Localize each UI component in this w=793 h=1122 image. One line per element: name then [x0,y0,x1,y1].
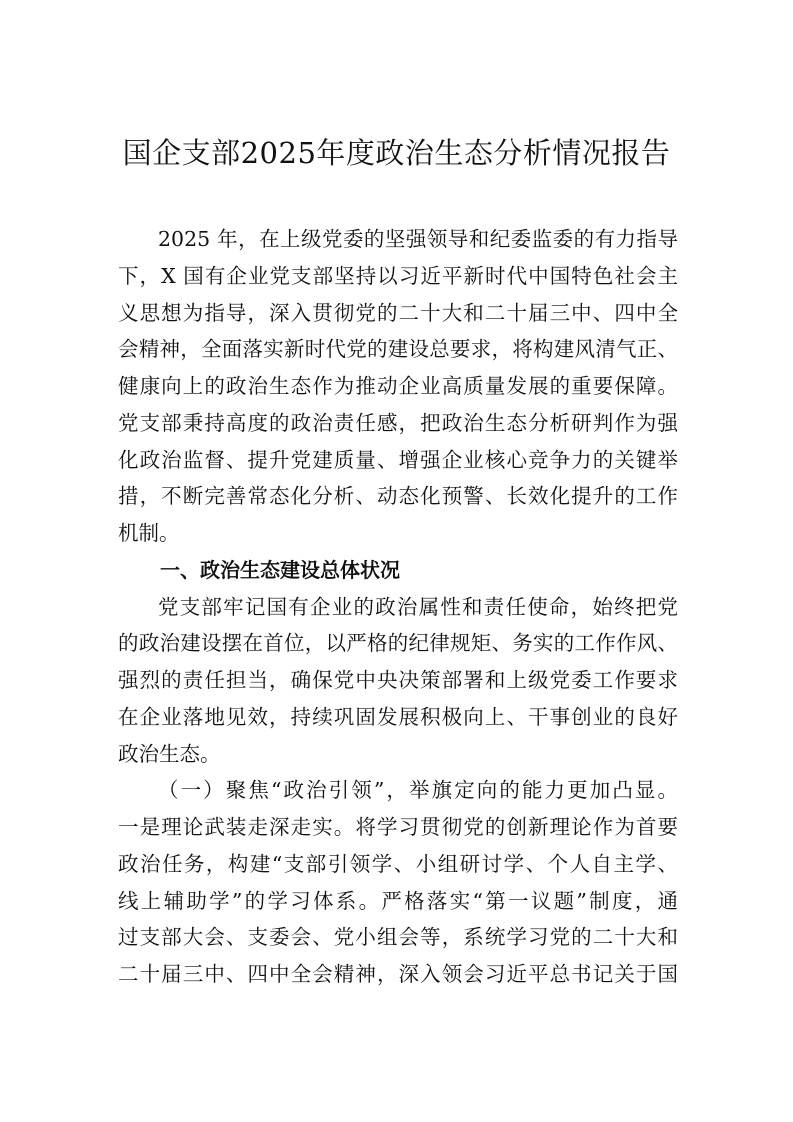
paragraph-line: 会精神，全面落实新时代党的建设总要求，将构建风清气正、 [118,337,678,361]
paragraph-line: 党支部牢记国有企业的政治属性和责任使命，始终把党 [158,595,678,619]
paragraph-line: 2025 年，在上级党委的坚强领导和纪委监委的有力指导 [158,227,678,251]
paragraph-line: 党支部秉持高度的政治责任感，把政治生态分析研判作为强 [118,411,678,435]
paragraph-line: 在企业落地见效，持续巩固发展积极向上、干事创业的良好 [118,705,678,729]
paragraph-line: 下，X 国有企业党支部坚持以习近平新时代中国特色社会主 [118,264,678,288]
paragraph-line: 机制。 [118,521,180,545]
paragraph-line: 化政治监督、提升党建质量、增强企业核心竞争力的关键举 [118,448,678,472]
paragraph-line: 强烈的责任担当，确保党中央决策部署和上级党委工作要求 [118,668,678,692]
paragraph-line: 措，不断完善常态化分析、动态化预警、长效化提升的工作 [118,484,678,508]
paragraph-line: 一是理论武装走深走实。将学习贯彻党的创新理论作为首要 [118,815,678,839]
paragraph-line: 过支部大会、支委会、党小组会等，系统学习党的二十大和 [118,925,678,949]
document-title: 国企支部2025年度政治生态分析情况报告 [122,136,671,170]
paragraph-line: 义思想为指导，深入贯彻党的二十大和二十届三中、四中全 [118,301,678,325]
paragraph-line: 线上辅助学”的学习体系。严格落实“第一议题”制度，通 [118,889,678,913]
paragraph-line: 政治生态。 [118,742,221,766]
paragraph-line: 二十届三中、四中全会精神，深入领会习近平总书记关于国 [118,962,678,986]
paragraph-line: 的政治建设摆在首位，以严格的纪律规矩、务实的工作作风、 [118,631,678,655]
section-heading: 一、政治生态建设总体状况 [160,558,400,582]
paragraph-line: 政治任务，构建“支部引领学、小组研讨学、个人自主学、 [118,852,678,876]
paragraph-line: 健康向上的政治生态作为推动企业高质量发展的重要保障。 [118,374,678,398]
subsection-heading: （一）聚焦“政治引领”，举旗定向的能力更加凸显。 [158,778,678,802]
